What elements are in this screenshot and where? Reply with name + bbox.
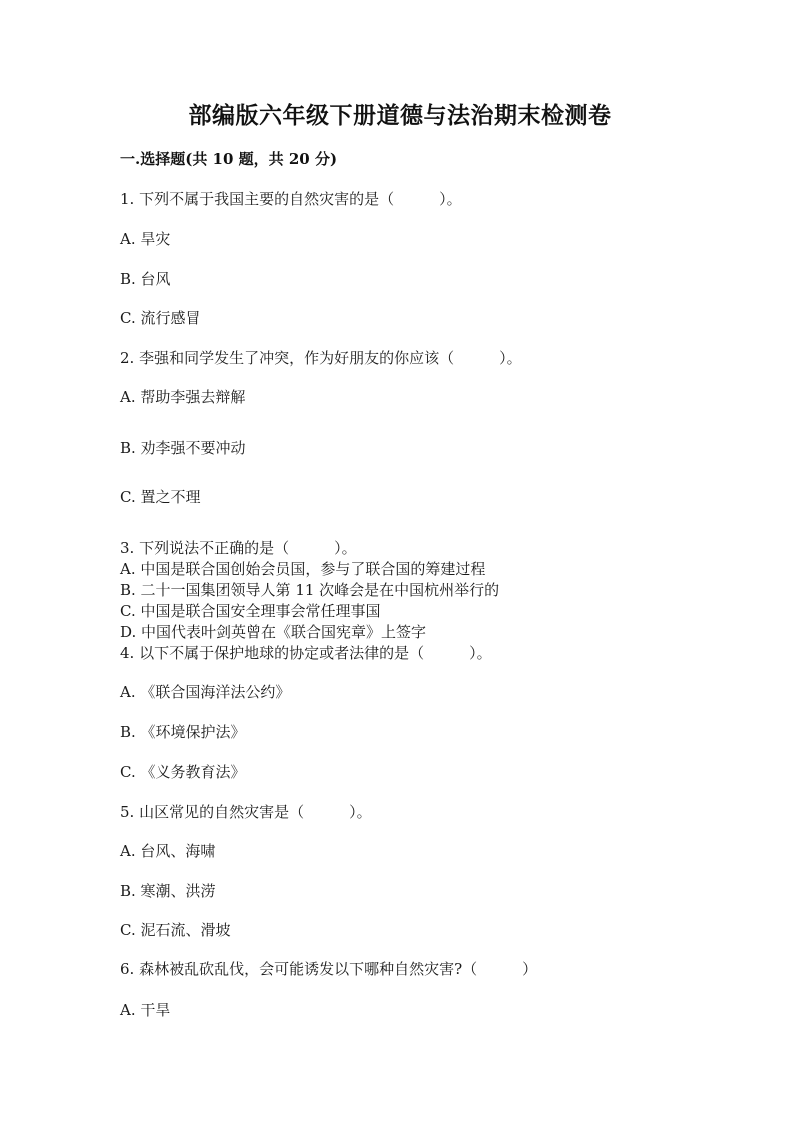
question-5-option-c: C. 泥石流、滑坡 — [120, 921, 231, 939]
question-4-option-b: B. 《环境保护法》 — [120, 723, 246, 741]
question-4-option-c: C. 《义务教育法》 — [120, 763, 246, 781]
question-6-option-a: A. 干旱 — [120, 1001, 171, 1019]
question-4-stem: 4. 以下不属于保护地球的协定或者法律的是（ ）。 — [120, 644, 492, 662]
question-3-option-c: C. 中国是联合国安全理事会常任理事国 — [120, 602, 381, 620]
question-5-option-b: B. 寒潮、洪涝 — [120, 882, 216, 900]
question-1-option-c: C. 流行感冒 — [120, 309, 201, 327]
question-1-option-b: B. 台风 — [120, 270, 171, 288]
question-6-stem: 6. 森林被乱砍乱伐，会可能诱发以下哪种自然灾害?（ ） — [120, 960, 538, 978]
question-2-option-c: C. 置之不理 — [120, 488, 201, 506]
question-5-stem: 5. 山区常见的自然灾害是（ ）。 — [120, 803, 372, 821]
question-5-option-a: A. 台风、海啸 — [120, 842, 216, 860]
page-title: 部编版六年级下册道德与法治期末检测卷 — [188, 102, 612, 129]
question-3-option-b: B. 二十一国集团领导人第 11 次峰会是在中国杭州举行的 — [120, 581, 500, 599]
question-3-stem: 3. 下列说法不正确的是（ ）。 — [120, 539, 357, 557]
question-4-option-a: A. 《联合国海洋法公约》 — [120, 683, 291, 701]
question-2-option-b: B. 劝李强不要冲动 — [120, 439, 246, 457]
section-heading: 一.选择题(共 10 题，共 20 分) — [120, 150, 338, 168]
question-1-stem: 1. 下列不属于我国主要的自然灾害的是（ ）。 — [120, 190, 462, 208]
question-3-option-a: A. 中国是联合国创始会员国，参与了联合国的筹建过程 — [120, 560, 486, 578]
question-1-option-a: A. 旱灾 — [120, 230, 171, 248]
question-2-stem: 2. 李强和同学发生了冲突，作为好朋友的你应该（ ）。 — [120, 349, 522, 367]
question-2-option-a: A. 帮助李强去辩解 — [120, 388, 246, 406]
question-3-option-d: D. 中国代表叶剑英曾在《联合国宪章》上签字 — [120, 623, 427, 641]
